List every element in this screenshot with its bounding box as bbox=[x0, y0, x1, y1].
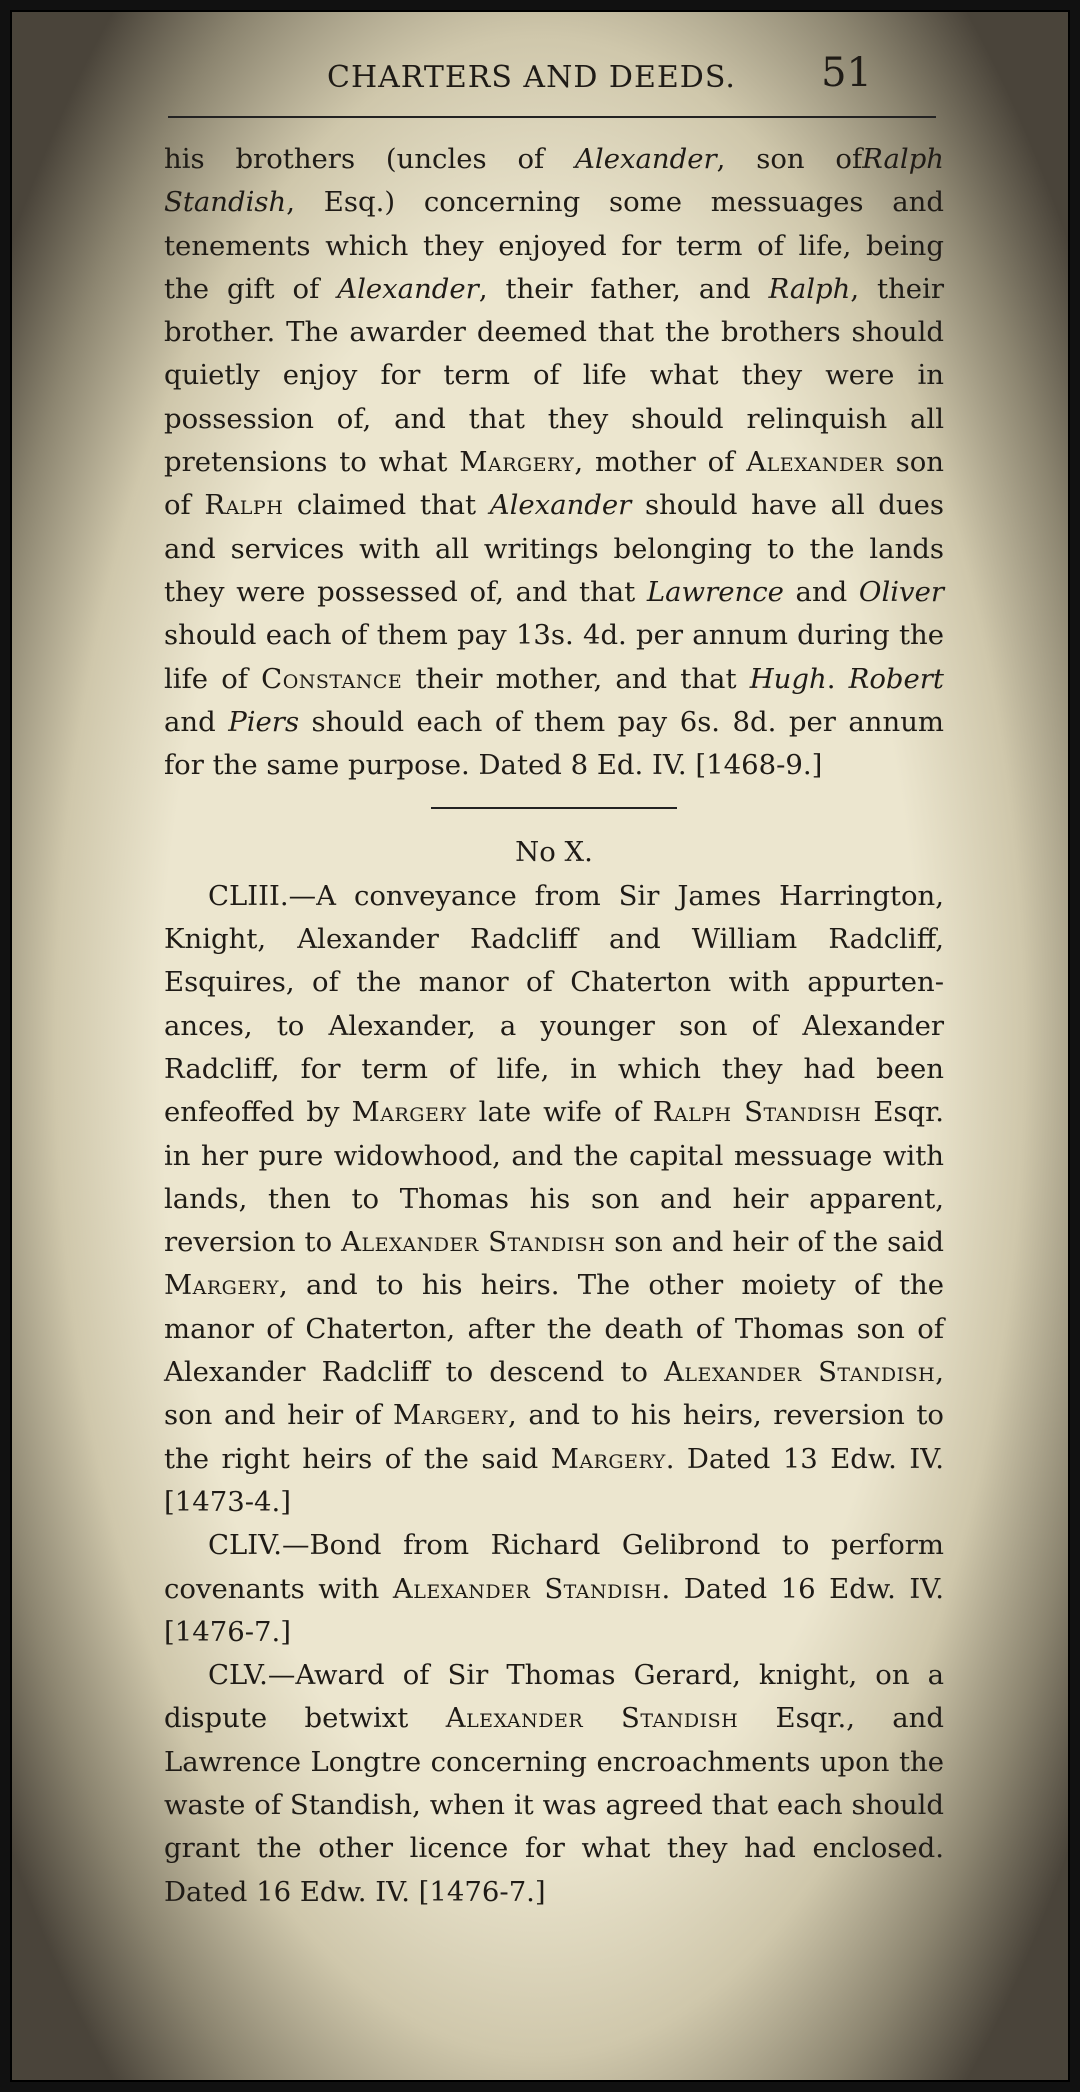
running-head: CHARTERS AND DEEDS. bbox=[327, 60, 736, 95]
photo-frame bbox=[10, 10, 1070, 2082]
body-text bbox=[164, 138, 944, 1914]
section-heading: No X. bbox=[515, 836, 593, 869]
continuation-paragraph: his brothers (uncles of Alexander, son ofRalph Standish, Esq.) concerning some messuages and tenements which they enjoyed for term of life, being the gift of Alexander, their father, and Ralph, their brother. The awarder deemed that the brothers should quietly enjoy for term of life what they were in possession of, and that they should relinquish all pretensions to what Margery, mother of Alexander son of Ralph claimed that Alexander should have all dues and services with all writings belonging to the lands they were possessed of, and that Lawrence and Oliver should each of them pay 13s. 4d. per annum during the life of Constance their mother, and that Hugh. Robert and Piers should each of them pay 6s. 8d. per annum for the same purpose. Dated 8 Ed. IV. [1468-9.] bbox=[164, 143, 945, 782]
entry-cliii: CLIII.—A conveyance from Sir James Harrington, Knight, Alexander Radcliff and William Radcliff, Esquires, of the manor of Chaterton with appurten- ances, to Alexander, a younger son of Alexander Radcliff, for term of life, in which they had been enfeoffed by Margery late wife of Ralph Standish Esqr. in her pure widowhood, and the capital messuage with lands, then to Thomas his son and heir apparent, reversion to Alexander Standish son and heir of the said Margery, and to his heirs. The other moiety of the manor of Chaterton, after the death of Thomas son of Alexander Radcliff to descend to Alexander Standish, son and heir of Margery, and to his heirs, reversion to the right heirs of the said Margery. Dated 13 Edw. IV. [1473-4.] bbox=[164, 879, 945, 1518]
page-number: 51 bbox=[821, 50, 872, 96]
entry-clv: CLV.—Award of Sir Thomas Gerard, knight, on a dispute betwixt Alexander Standish Esqr., and Lawrence Longtre concerning encroachments upon the waste of Standish, when it was agreed that each should grant the other licence for what they had enclosed. Dated 16 Edw. IV. [1476-7.] bbox=[164, 1659, 945, 1908]
header-rule bbox=[168, 116, 936, 118]
page-header bbox=[152, 42, 952, 106]
entry-cliv: CLIV.—Bond from Richard Gelibrond to perform covenants with Alexander Standish. Dated 16 Edw. IV. [1476-7.] bbox=[164, 1529, 944, 1648]
section-rule bbox=[431, 807, 677, 809]
book-page bbox=[152, 42, 952, 2042]
